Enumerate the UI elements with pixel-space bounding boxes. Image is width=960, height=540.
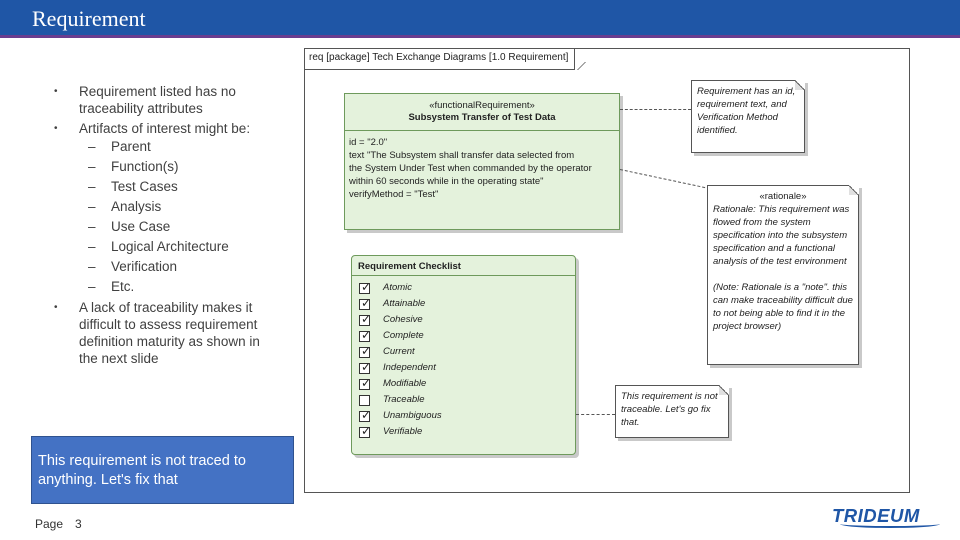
page-label: Page: [35, 517, 64, 531]
bullet-list: [52, 83, 267, 367]
note-fold-icon: [719, 385, 729, 395]
rationale-stereotype: «rationale»: [759, 191, 807, 202]
requirement-block[interactable]: [344, 93, 620, 230]
bullet-item: [52, 299, 267, 367]
sub-bullet-item: [52, 177, 267, 197]
requirement-attr: id = "2.0": [349, 137, 388, 148]
checklist-divider: [352, 275, 575, 276]
sub-bullet-text: Etc.: [111, 279, 135, 294]
requirement-name: Subsystem Transfer of Test Data: [408, 112, 556, 123]
checkmark-icon: ✓: [361, 424, 372, 438]
checklist-label: Complete: [383, 330, 424, 341]
note-anchor-line: [620, 169, 705, 188]
sub-bullet-text: Analysis: [111, 199, 162, 214]
checkmark-icon: ✓: [361, 328, 372, 342]
requirement-attributes: [349, 136, 617, 201]
checkbox[interactable]: [359, 344, 372, 358]
checkmark-icon: ✓: [361, 280, 372, 294]
slide-title: Requirement: [32, 6, 146, 31]
checkbox[interactable]: [359, 360, 372, 374]
checkmark-icon: ✓: [361, 344, 372, 358]
rationale-note-text: (Note: Rationale is a "note". this can make traceability difficult due to not being able to find it in the project browser): [713, 282, 853, 332]
sub-bullet-marker: –: [88, 239, 96, 254]
checklist-label: Unambiguous: [383, 410, 442, 421]
checklist-row: [359, 410, 442, 426]
logo-swoosh-icon: [840, 520, 940, 528]
checklist-title: Requirement Checklist: [358, 261, 461, 272]
checkbox[interactable]: [359, 424, 372, 438]
requirement-stereotype: «functionalRequirement»: [429, 100, 535, 111]
rationale-note[interactable]: [707, 185, 859, 365]
note-text: Requirement has an id, requirement text, and Verification Method identified.: [697, 86, 796, 136]
checklist-label: Cohesive: [383, 314, 423, 325]
bullet-text: Artifacts of interest might be:: [79, 121, 251, 136]
checkbox[interactable]: [359, 376, 372, 390]
requirement-checklist[interactable]: [351, 255, 576, 455]
trideum-logo: [832, 505, 942, 527]
checklist-row: [359, 346, 442, 362]
note-text: This requirement is not traceable. Let's go fix that.: [621, 391, 718, 428]
checkbox[interactable]: [359, 280, 372, 294]
checkbox[interactable]: [359, 408, 372, 422]
page-number: 3: [75, 517, 82, 531]
checkmark-icon: ✓: [361, 360, 372, 374]
sub-bullet-marker: –: [88, 159, 96, 174]
sub-bullet-text: Logical Architecture: [111, 239, 229, 254]
checkbox[interactable]: [359, 296, 372, 310]
checklist-label: Current: [383, 346, 415, 357]
checklist-row: [359, 394, 442, 410]
bullet-marker: •: [54, 302, 58, 313]
bullet-item: [52, 120, 267, 137]
checklist-label: Independent: [383, 362, 436, 373]
sub-bullet-text: Test Cases: [111, 179, 178, 194]
checkbox[interactable]: [359, 328, 372, 342]
requirement-attr: within 60 seconds while in the operating state": [349, 176, 544, 187]
sub-bullet-text: Use Case: [111, 219, 171, 234]
sub-bullet-marker: –: [88, 139, 96, 154]
checklist-label: Verifiable: [383, 426, 423, 437]
sub-bullet-item: [52, 257, 267, 277]
bullet-marker: •: [54, 86, 58, 97]
requirement-attr: text "The Subsystem shall transfer data selected from: [349, 150, 575, 161]
rationale-text: Rationale: This requirement was flowed from the system specification into the subsystem specification and a functional analysis of the test environment: [713, 204, 850, 267]
note-anchor-line: [620, 109, 691, 110]
bullet-marker: •: [54, 123, 58, 134]
checklist-row: [359, 330, 442, 346]
sub-bullet-marker: –: [88, 279, 96, 294]
note-not-traceable[interactable]: [615, 385, 729, 438]
note-requirement-attributes[interactable]: [691, 80, 805, 153]
checkmark-icon: ✓: [361, 296, 372, 310]
checklist-row: [359, 426, 442, 442]
checkbox[interactable]: [359, 312, 372, 326]
callout-text: This requirement is not traced to anything. Let's fix that: [38, 453, 246, 488]
sub-bullet-text: Function(s): [111, 159, 179, 174]
bullet-text: Requirement listed has no traceability attributes: [79, 84, 236, 116]
sub-bullet-marker: –: [88, 199, 96, 214]
checkmark-icon: ✓: [361, 312, 372, 326]
sub-bullet-item: [52, 277, 267, 297]
sub-bullet-text: Verification: [111, 259, 178, 274]
title-divider: [0, 35, 960, 38]
note-fold-icon: [849, 185, 859, 195]
title-bar: [0, 0, 960, 35]
sub-bullet-item: [52, 157, 267, 177]
checklist-label: Modifiable: [383, 378, 427, 389]
diagram-frame-label: req [package] Tech Exchange Diagrams [1.0 Requirement]: [305, 49, 575, 70]
sub-bullet-item: [52, 197, 267, 217]
checkbox[interactable]: [359, 395, 370, 406]
sub-bullet-text: Parent: [111, 139, 151, 154]
sub-bullet-marker: –: [88, 179, 96, 194]
checklist-label: Traceable: [383, 394, 425, 405]
checkmark-icon: ✓: [361, 376, 372, 390]
note-anchor-line: [576, 414, 615, 415]
checklist-row: [359, 362, 442, 378]
checklist-label: Atomic: [383, 282, 413, 293]
sub-bullet-item: [52, 237, 267, 257]
sub-bullet-item: [52, 217, 267, 237]
sub-bullet-marker: –: [88, 219, 96, 234]
checklist-label: Attainable: [383, 298, 426, 309]
checklist-row: [359, 378, 442, 394]
note-fold-icon: [795, 80, 805, 90]
page-footer: [35, 517, 82, 531]
bullet-item: [52, 83, 267, 117]
requirement-attr: the System Under Test when commanded by the operator: [349, 163, 592, 174]
checklist-row: [359, 298, 442, 314]
callout-box: [31, 436, 294, 504]
checklist-row: [359, 314, 442, 330]
checklist-items: [359, 282, 442, 442]
sysml-diagram: [304, 48, 910, 493]
checkmark-icon: ✓: [361, 408, 372, 422]
requirement-divider: [345, 130, 619, 131]
requirement-attr: verifyMethod = "Test": [349, 189, 439, 200]
bullet-text: A lack of traceability makes it difficult to assess requirement definition maturity as shown in the next slide: [79, 300, 260, 366]
sub-bullet-item: [52, 137, 267, 157]
sub-bullet-list: [52, 137, 267, 297]
logo-text: TRIDEUM: [832, 505, 920, 526]
checklist-row: [359, 282, 442, 298]
sub-bullet-marker: –: [88, 259, 96, 274]
